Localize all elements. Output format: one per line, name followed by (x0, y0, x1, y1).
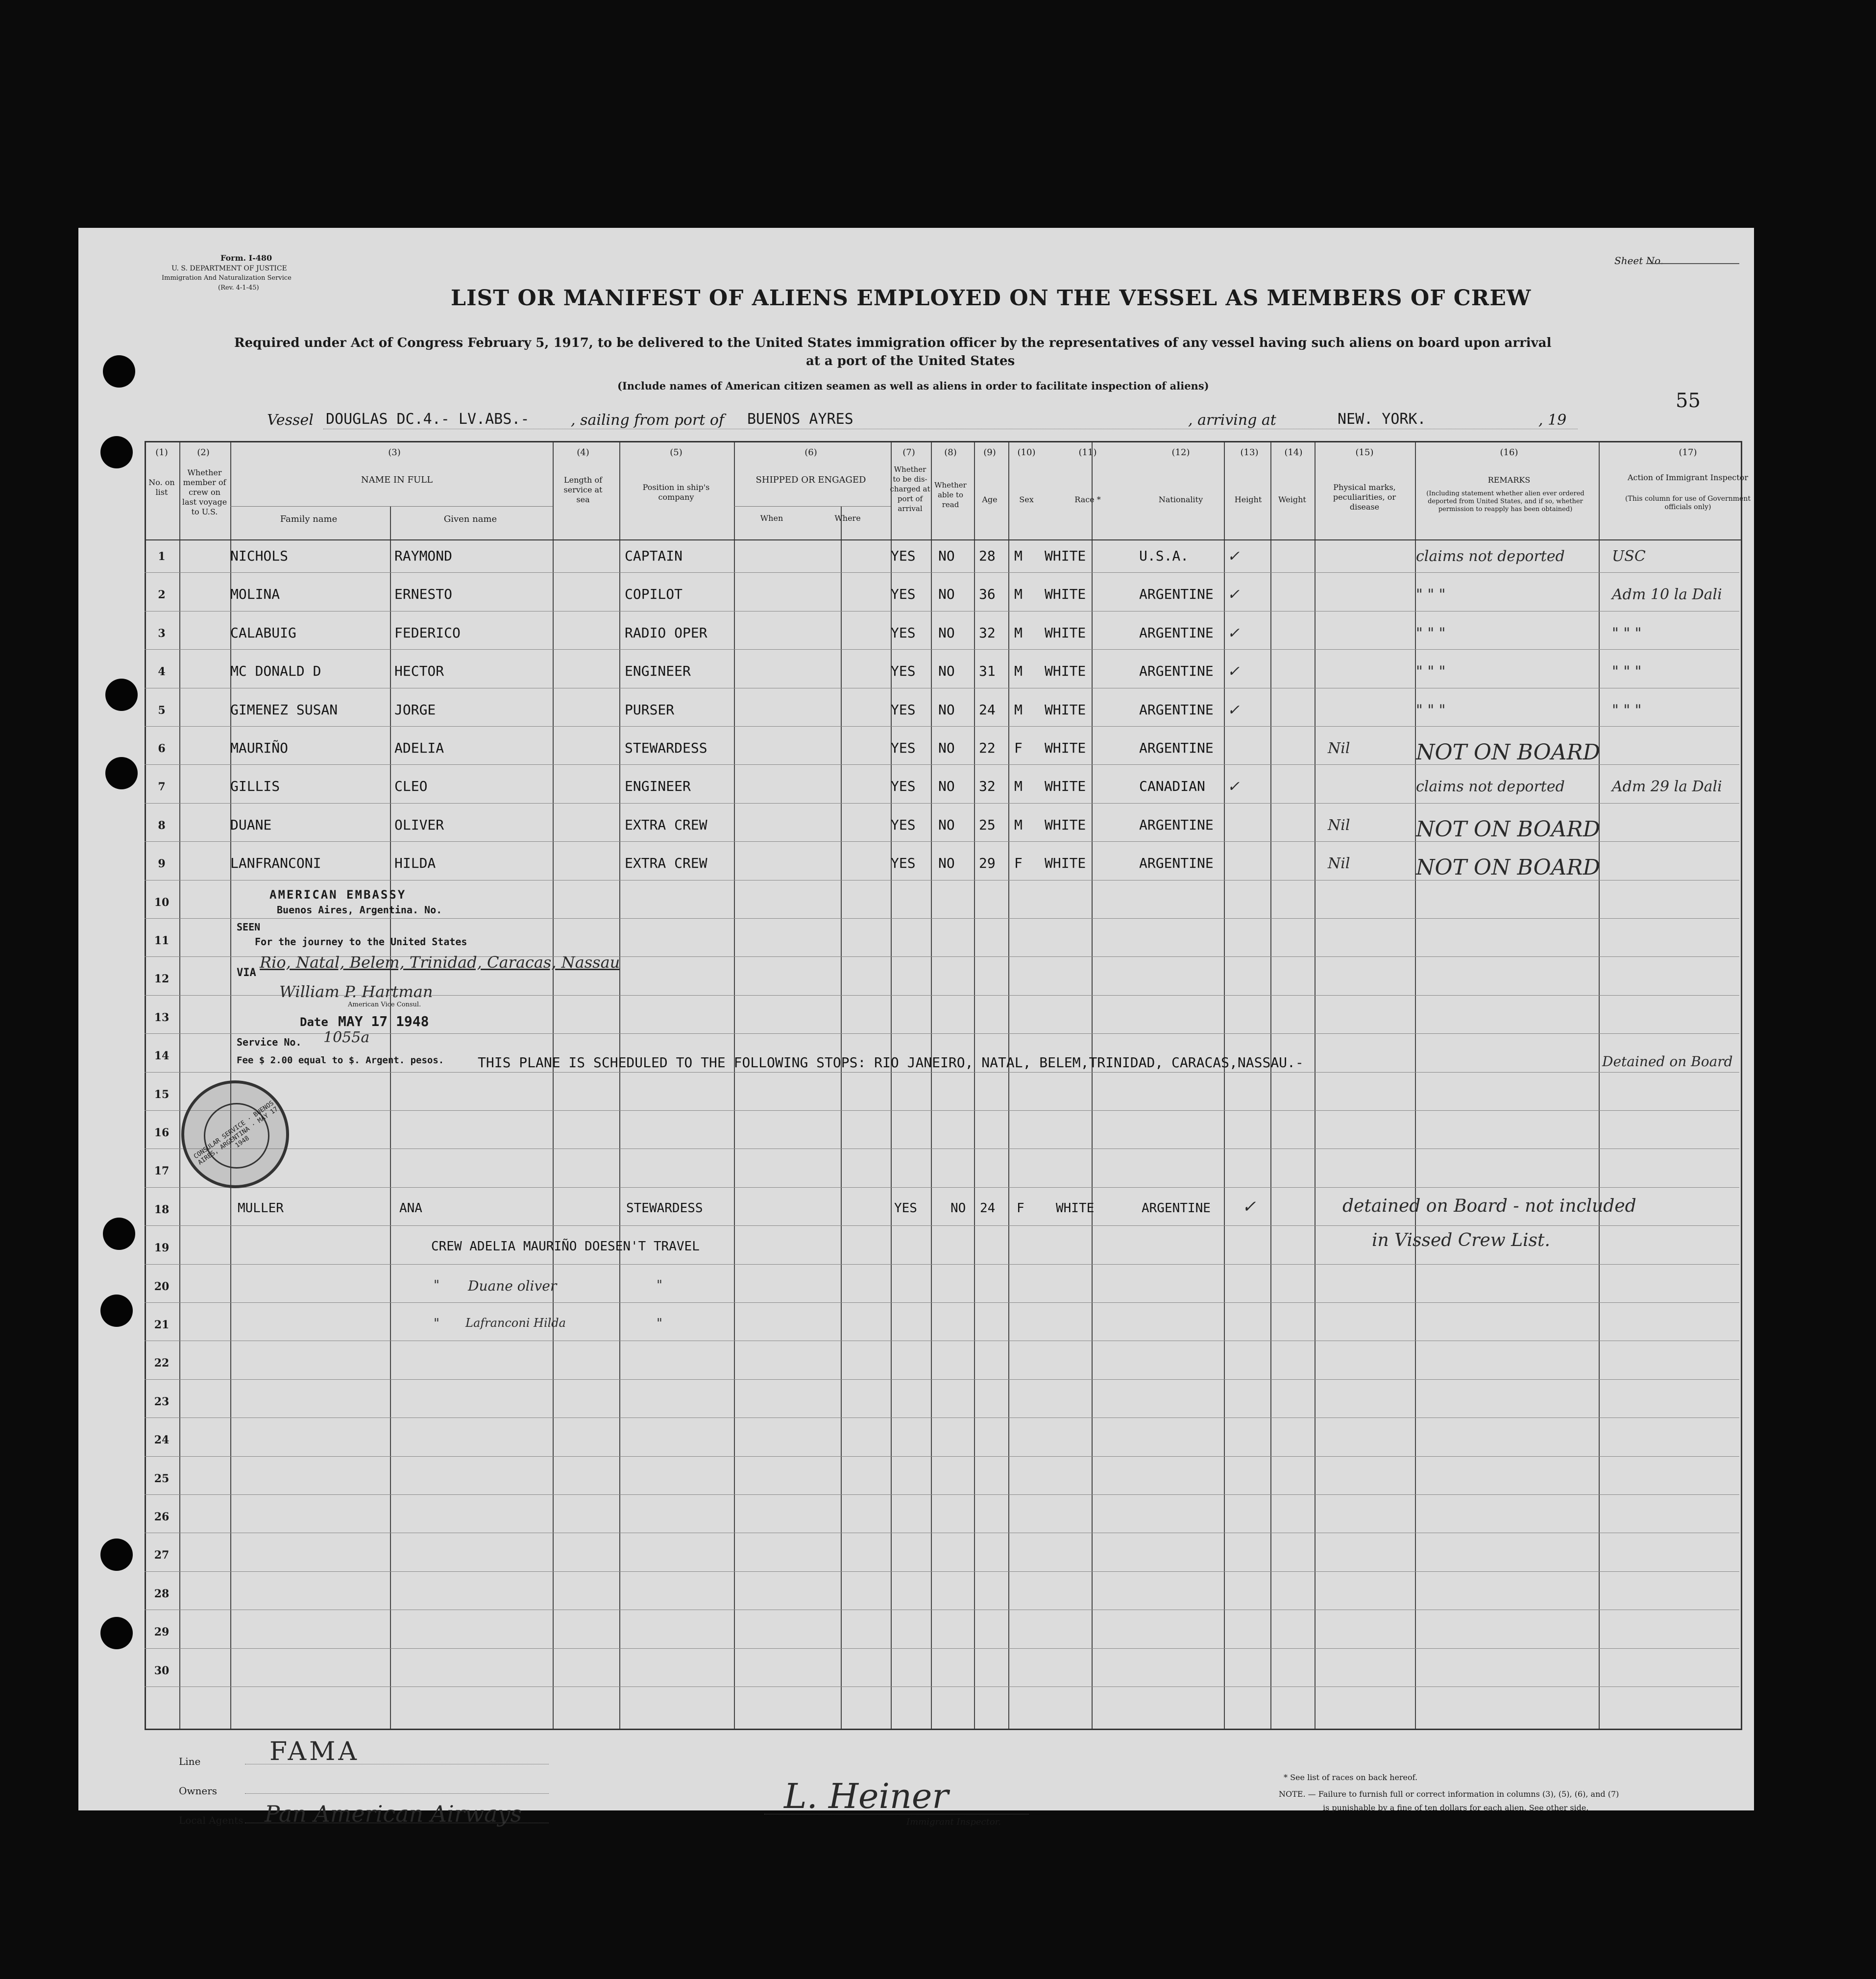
seal-text: CONSULAR SERVICE · BUENOS AIRES, ARGENTINA · MAY 17 1948 (192, 1099, 280, 1167)
col-14-header: Weight (1278, 495, 1306, 504)
crew-height: ✓ (1227, 663, 1240, 681)
col-8-num: (8) (944, 447, 957, 458)
row-number: 14 (154, 1050, 170, 1063)
col-6a-header: When (760, 513, 783, 523)
department: U. S. DEPARTMENT OF JUSTICE (171, 265, 287, 272)
crew-position: ENGINEER (625, 778, 691, 795)
row20-name: Duane oliver (468, 1277, 557, 1294)
note-penalty-2: is punishable by a fine of ten dollars for each alien. See other side. (1323, 1803, 1589, 1812)
row-line (145, 1110, 1739, 1111)
col-6b-header: Where (834, 513, 861, 523)
row-number: 30 (154, 1664, 170, 1677)
crew-remarks: NOT ON BOARD (1416, 816, 1600, 842)
crew-position: ENGINEER (625, 663, 691, 680)
crew-discharged: YES (891, 663, 916, 680)
crew-read: NO (938, 778, 955, 795)
col-16-header: REMARKS (1487, 475, 1531, 485)
row18-remarks-1: detained on Board - not included (1342, 1196, 1636, 1216)
embassy-fee: Fee $ 2.00 equal to $. Argent. pesos. (237, 1055, 444, 1066)
form-number: Form. I-480 (220, 253, 272, 263)
col-6-num: (6) (804, 447, 817, 458)
row-number: 25 (154, 1472, 170, 1485)
row-line (145, 572, 1739, 573)
row-number: 5 (158, 704, 166, 717)
col-12-header: Nationality (1158, 495, 1203, 504)
crew-height: ✓ (1227, 701, 1240, 719)
row18-height: ✓ (1242, 1197, 1256, 1217)
inspector-signature: L. Heiner (784, 1776, 949, 1816)
crew-nationality: ARGENTINE (1139, 624, 1214, 641)
row18-age: 24 (980, 1200, 996, 1216)
embassy-title: AMERICAN EMBASSY (269, 888, 407, 902)
embassy-service-value: 1055a (323, 1029, 370, 1046)
crew-read: NO (938, 701, 955, 718)
note-penalty: NOTE. — Failure to furnish full or correct information in columns (3), (5), (6), and (7) (1279, 1789, 1619, 1799)
row-number: 27 (154, 1549, 170, 1562)
crew-height: ✓ (1227, 548, 1240, 565)
crew-action: " " " (1612, 663, 1642, 681)
row21-ditto: " (434, 1316, 439, 1331)
crew-age: 25 (979, 816, 996, 833)
crew-race: WHITE (1045, 740, 1086, 756)
col-2-header: Whether member of crew on last voyage to U.S. (182, 468, 227, 516)
embassy-date-value: MAY 17 1948 (338, 1013, 429, 1029)
crew-given: CLEO (394, 778, 428, 795)
crew-given: OLIVER (394, 816, 444, 833)
col-4-header: Length of service at sea (563, 475, 603, 504)
crew-family: GILLIS (230, 778, 280, 795)
row-number: 22 (154, 1357, 170, 1370)
crew-discharged: YES (891, 816, 916, 833)
crew-action: Adm 29 la Dali (1612, 778, 1722, 796)
crew-sex: F (1014, 855, 1023, 872)
col-2-num: (2) (197, 447, 210, 458)
row-number: 24 (154, 1434, 170, 1447)
subtitle-2: at a port of the United States (806, 354, 1015, 368)
crew-height: ✓ (1227, 778, 1240, 796)
crew-discharged: YES (891, 586, 916, 603)
crew-race: WHITE (1045, 816, 1086, 833)
sailing-value: BUENOS AYRES (747, 411, 853, 428)
row-line (145, 1417, 1739, 1418)
col-3b-header: Given name (443, 514, 497, 524)
col-9-header: Age (982, 495, 998, 504)
row-line (145, 1148, 1739, 1149)
row18-nationality: ARGENTINE (1142, 1200, 1211, 1216)
col-10-header: Sex (1019, 495, 1034, 504)
row-number: 4 (158, 665, 166, 679)
row-number: 7 (158, 781, 166, 794)
col-15-header: Physical marks, peculiarities, or disease (1333, 483, 1396, 512)
embassy-journey: For the journey to the United States (255, 936, 467, 948)
crew-sex: M (1014, 586, 1023, 603)
crew-given: ERNESTO (394, 586, 453, 603)
crew-physical: Nil (1328, 740, 1350, 757)
row-line (145, 1456, 1739, 1457)
crew-race: WHITE (1045, 663, 1086, 680)
row-line (145, 1494, 1739, 1495)
crew-age: 24 (979, 701, 996, 718)
col-3-header: NAME IN FULL (361, 475, 433, 485)
row-line (145, 649, 1739, 650)
crew-remarks: " " " (1416, 701, 1446, 719)
crew-given: FEDERICO (394, 624, 461, 641)
subtitle-1: Required under Act of Congress February 5, 1917, to be delivered to the United States immigration officer by the representatives of any vessel having such aliens on board upon arrival (234, 336, 1552, 350)
crew-read: NO (938, 663, 955, 680)
col-6-header: SHIPPED OR ENGAGED (755, 475, 866, 485)
sheet-label: Sheet No. (1614, 255, 1664, 267)
crew-race: WHITE (1045, 586, 1086, 603)
row-number: 19 (154, 1242, 170, 1255)
col-7-header: Whether to be dis-charged at port of arrival (890, 465, 930, 513)
crew-height: ✓ (1227, 624, 1240, 642)
crew-read: NO (938, 740, 955, 756)
row18-sex: F (1017, 1200, 1024, 1216)
owners-underline (245, 1793, 549, 1794)
crew-age: 29 (979, 855, 996, 872)
col-3-num: (3) (388, 447, 401, 458)
col-4-num: (4) (577, 447, 589, 458)
crew-position: CAPTAIN (625, 548, 683, 564)
row-number: 17 (154, 1165, 170, 1178)
row-line (145, 1072, 1739, 1073)
col-5-header: Position in ship's company (642, 483, 710, 502)
row-number: 21 (154, 1319, 170, 1331)
row-number: 11 (154, 934, 170, 947)
col-1-num: (1) (155, 447, 168, 458)
crew-discharged: YES (891, 778, 916, 795)
crew-discharged: YES (891, 624, 916, 641)
crew-read: NO (938, 624, 955, 641)
crew-sex: M (1014, 548, 1023, 564)
col-8-header: Whether able to read (934, 481, 967, 509)
row21-name: Lafranconi Hilda (465, 1316, 566, 1330)
crew-position: PURSER (625, 701, 675, 718)
crew-discharged: YES (891, 701, 916, 718)
col-11-header: Race * (1074, 495, 1101, 504)
embassy-date-label: Date (300, 1015, 328, 1029)
crew-position: EXTRA CREW (625, 816, 707, 833)
crew-action: USC (1612, 548, 1646, 565)
subtitle-3: (Include names of American citizen seamen as well as aliens in order to facilitate inspection of aliens) (617, 380, 1209, 392)
row-number: 9 (158, 857, 166, 871)
crew-given: HILDA (394, 855, 436, 872)
row18-read: NO (950, 1200, 966, 1216)
row-number: 20 (154, 1280, 170, 1293)
crew-nationality: ARGENTINE (1139, 663, 1214, 680)
crew-age: 22 (979, 740, 996, 756)
col-7-num: (7) (902, 447, 915, 458)
arriving-label: , arriving at (1188, 412, 1276, 429)
col-16-num: (16) (1500, 447, 1518, 458)
crew-given: HECTOR (394, 663, 444, 680)
col-17-header: Action of Immigrant Inspector (1628, 473, 1748, 482)
crew-given: JORGE (394, 701, 436, 718)
crew-family: MC DONALD D (230, 663, 321, 680)
crew-nationality: ARGENTINE (1139, 701, 1214, 718)
crew-family: MAURIÑO (230, 740, 289, 756)
row-line (145, 1225, 1739, 1226)
agents-value: Pan American Airways (265, 1801, 522, 1827)
row18-remarks-2: in Vissed Crew List. (1372, 1230, 1550, 1250)
col-10-num: (10) (1017, 447, 1036, 458)
crew-remarks: " " " (1416, 624, 1446, 642)
sailing-label: , sailing from port of (571, 412, 725, 429)
row-line (145, 1302, 1739, 1303)
crew-position: EXTRA CREW (625, 855, 707, 872)
crew-age: 32 (979, 624, 996, 641)
line-label: Line (179, 1756, 201, 1767)
crew-family: CALABUIG (230, 624, 296, 641)
col-13-header: Height (1234, 495, 1262, 504)
row21-pos-ditto: " (657, 1316, 662, 1331)
col-17-subheader: (This column for use of Government officials only) (1625, 495, 1751, 511)
crew-sex: M (1014, 663, 1023, 680)
col-15-num: (15) (1355, 447, 1374, 458)
crew-position: COPILOT (625, 586, 683, 603)
row-number: 3 (158, 627, 166, 640)
row-number: 2 (158, 588, 166, 602)
embassy-via-label: VIA (237, 967, 256, 979)
owners-label: Owners (179, 1785, 218, 1797)
crew-remarks: " " " (1416, 663, 1446, 681)
punch-hole (100, 1617, 133, 1649)
crew-age: 31 (979, 663, 996, 680)
crew-family: DUANE (230, 816, 272, 833)
row18-race: WHITE (1056, 1200, 1095, 1216)
row-line (145, 1686, 1739, 1687)
row20-pos-ditto: " (657, 1277, 662, 1293)
consular-seal (181, 1080, 289, 1188)
embassy-consul: American Vice Consul. (348, 1001, 421, 1008)
crew-age: 36 (979, 586, 996, 603)
col-3a-header: Family name (280, 514, 338, 524)
vessel-label: Vessel (267, 412, 314, 429)
crew-read: NO (938, 586, 955, 603)
crew-age: 28 (979, 548, 996, 564)
row-number: 1 (158, 550, 166, 563)
note-races: * See list of races on back hereof. (1284, 1773, 1418, 1782)
crew-nationality: ARGENTINE (1139, 855, 1214, 872)
crew-race: WHITE (1045, 778, 1086, 795)
row-line (145, 726, 1739, 727)
row-line (145, 1033, 1739, 1034)
crew-position: RADIO OPER (625, 624, 707, 641)
crew-remarks: NOT ON BOARD (1416, 855, 1600, 880)
col-16-subheader: (Including statement whether alien ever ordered deported from United States, and if so, whether permission to reapply has been obtained) (1426, 490, 1584, 513)
sheet-line (1646, 263, 1739, 264)
crew-given: RAYMOND (394, 548, 453, 564)
row18-given: ANA (399, 1200, 422, 1216)
row-number: 8 (158, 819, 166, 832)
embassy-via-value: Rio, Natal, Belem, Trinidad, Caracas, Nassau (260, 953, 620, 972)
row-line (145, 803, 1739, 804)
row18-family: MULLER (238, 1200, 284, 1216)
punch-hole (103, 355, 135, 388)
crew-race: WHITE (1045, 855, 1086, 872)
crew-age: 32 (979, 778, 996, 795)
row-line (145, 1379, 1739, 1380)
embassy-seen: SEEN (237, 921, 261, 933)
revision: (Rev. 4-1-45) (218, 284, 259, 292)
punch-hole (100, 1295, 133, 1327)
crew-discharged: YES (891, 740, 916, 756)
crew-sex: M (1014, 816, 1023, 833)
year-label: , 19 (1538, 412, 1567, 429)
col-5-num: (5) (670, 447, 682, 458)
crew-race: WHITE (1045, 548, 1086, 564)
row-number: 29 (154, 1626, 170, 1639)
crew-family: NICHOLS (230, 548, 289, 564)
crew-sex: M (1014, 624, 1023, 641)
crew-read: NO (938, 855, 955, 872)
scheduled-stops: THIS PLANE IS SCHEDULED TO THE FOLLOWING STOPS: RIO JANEIRO, NATAL, BELEM,TRINIDAD, CARACAS,NASSAU.- (478, 1054, 1304, 1071)
arriving-value: NEW. YORK. (1338, 411, 1426, 428)
crew-nationality: ARGENTINE (1139, 816, 1214, 833)
crew-physical: Nil (1328, 855, 1350, 873)
crew-action: " " " (1612, 624, 1642, 642)
punch-hole (105, 757, 138, 789)
row-number: 28 (154, 1587, 170, 1600)
crew-race: WHITE (1045, 701, 1086, 718)
col-11-num: (11) (1078, 447, 1097, 458)
row-number: 18 (154, 1203, 170, 1216)
crew-action: " " " (1612, 701, 1642, 719)
service: Immigration And Naturalization Service (162, 274, 292, 282)
crew-read: NO (938, 548, 955, 564)
row-number: 6 (158, 742, 166, 755)
crew-height: ✓ (1227, 586, 1240, 604)
agents-label: Local Agents (179, 1814, 244, 1826)
crew-race: WHITE (1045, 624, 1086, 641)
row-number: 16 (154, 1126, 170, 1139)
crew-nationality: U.S.A. (1139, 548, 1189, 564)
row-number: 12 (154, 973, 170, 986)
col-13-num: (13) (1240, 447, 1259, 458)
row18-discharged: YES (894, 1200, 917, 1216)
col-9-num: (9) (983, 447, 996, 458)
col-17-num: (17) (1679, 447, 1697, 458)
crew-given: ADELIA (394, 740, 444, 756)
crew-family: MOLINA (230, 586, 280, 603)
crew-discharged: YES (891, 548, 916, 564)
page-title: LIST OR MANIFEST OF ALIENS EMPLOYED ON THE VESSEL AS MEMBERS OF CREW (451, 286, 1532, 311)
row-number: 26 (154, 1511, 170, 1523)
row-line (145, 1187, 1739, 1188)
crew-remarks: claims not deported (1416, 548, 1565, 565)
crew-family: LANFRANCONI (230, 855, 321, 872)
col-14-num: (14) (1284, 447, 1303, 458)
crew-sex: F (1014, 740, 1023, 756)
punch-hole (105, 679, 138, 711)
line-value: FAMA (269, 1737, 360, 1766)
crew-nationality: ARGENTINE (1139, 586, 1214, 603)
col-12-num: (12) (1171, 447, 1190, 458)
crew-remarks: claims not deported (1416, 778, 1565, 796)
row-number: 10 (154, 896, 170, 909)
crew-position: STEWARDESS (625, 740, 707, 756)
vessel-value: DOUGLAS DC.4.- LV.ABS.- (326, 411, 530, 428)
col-1-header: No. on list (148, 478, 175, 497)
row-line (145, 1264, 1739, 1265)
row-number: 23 (154, 1395, 170, 1408)
punch-hole (103, 1218, 135, 1250)
crew-family: GIMENEZ SUSAN (230, 701, 338, 718)
crew-sex: M (1014, 778, 1023, 795)
row-number: 13 (154, 1011, 170, 1024)
inspector-label: Immigrant Inspector. (906, 1817, 1001, 1827)
crew-nationality: CANADIAN (1139, 778, 1205, 795)
row-line (145, 1571, 1739, 1572)
embassy-city: Buenos Aires, Argentina. No. (277, 904, 442, 916)
crew-physical: Nil (1328, 816, 1350, 834)
crew-discharged: YES (891, 855, 916, 872)
embassy-service-label: Service No. (237, 1036, 302, 1048)
row-number: 15 (154, 1088, 170, 1101)
crew-read: NO (938, 816, 955, 833)
row18-position: STEWARDESS (626, 1200, 703, 1216)
row-line (145, 1648, 1739, 1649)
crew-remarks: NOT ON BOARD (1416, 740, 1600, 765)
crew-remarks: " " " (1416, 586, 1446, 604)
row19-text: CREW ADELIA MAURIÑO DOESEN'T TRAVEL (431, 1239, 700, 1254)
page-number: 55 (1676, 390, 1701, 412)
row20-ditto: " (434, 1277, 439, 1293)
crew-action: Adm 10 la Dali (1612, 586, 1722, 604)
punch-hole (100, 1539, 133, 1571)
punch-hole (100, 436, 133, 468)
crew-nationality: ARGENTINE (1139, 740, 1214, 756)
embassy-signature: William P. Hartman (279, 982, 433, 1001)
row14-action: Detained on Board (1602, 1053, 1733, 1070)
row-line (145, 918, 1739, 919)
crew-sex: M (1014, 701, 1023, 718)
